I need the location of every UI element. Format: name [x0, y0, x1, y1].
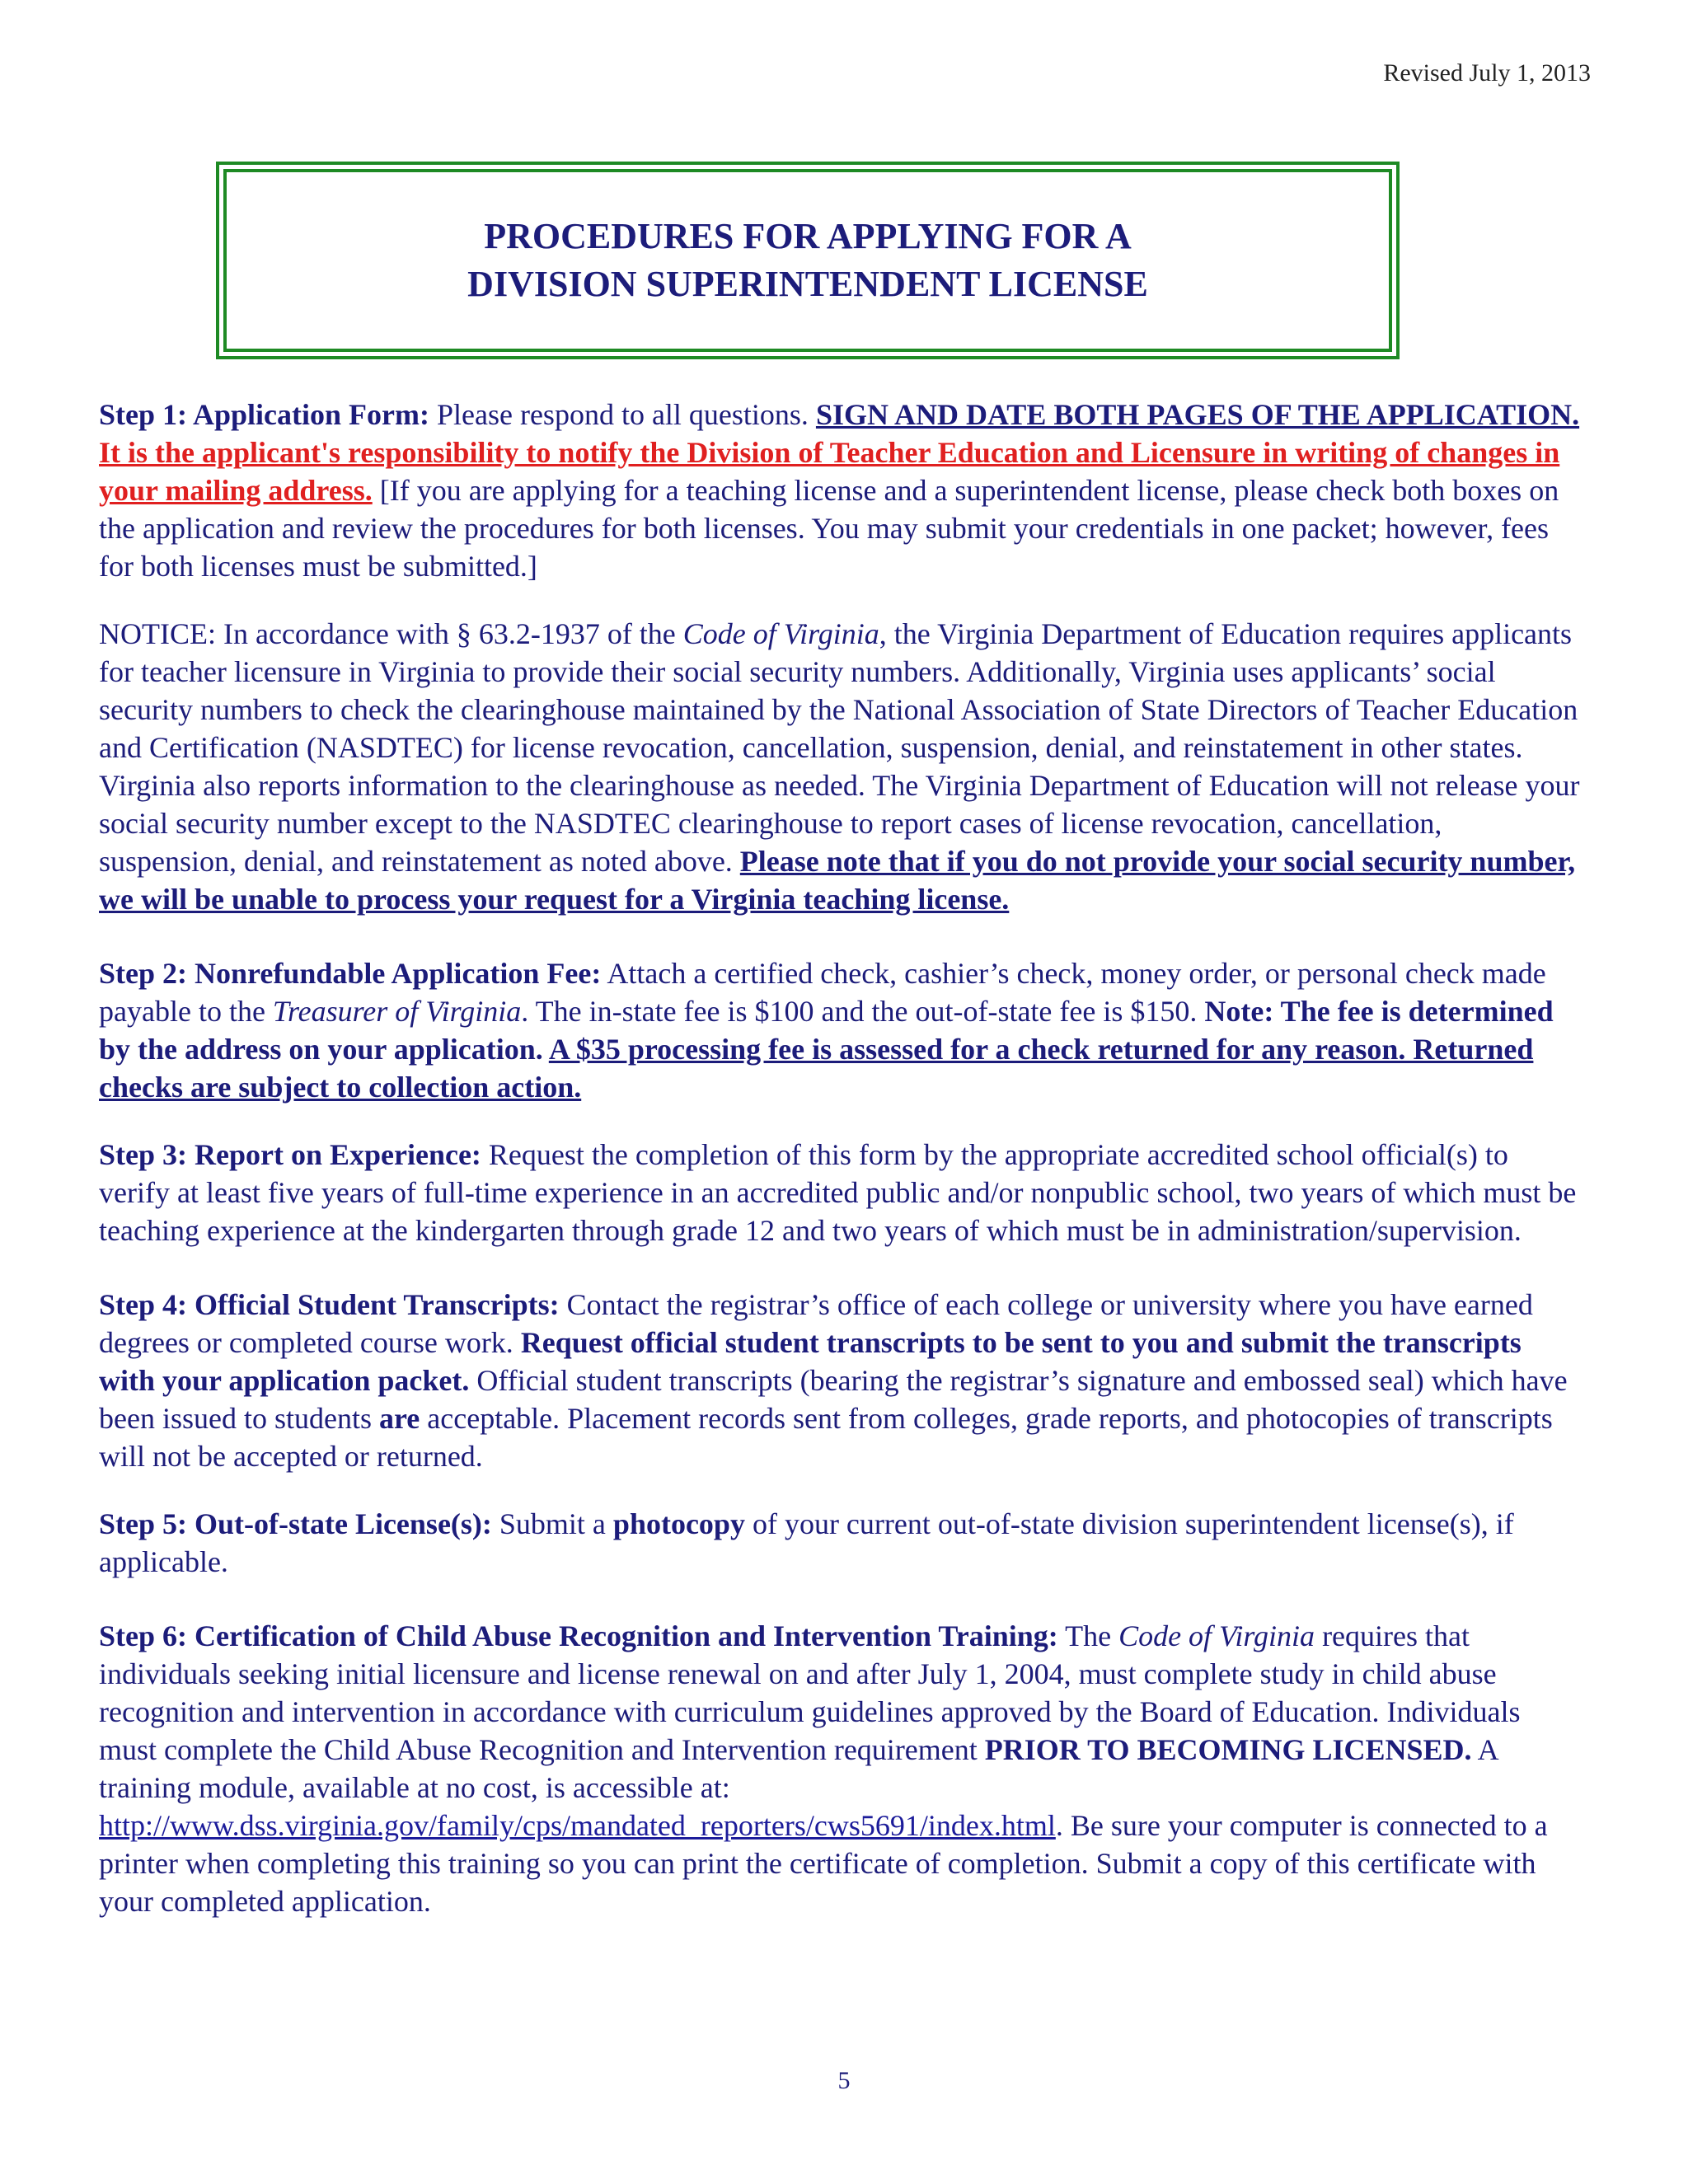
- step-1-text-2: [If you are applying for a teaching license and a superintendent license, please check both boxes on the application and review the procedures for both licenses. You may submit your credentials in one packet; however, fees for both licenses must be submitted.]: [99, 474, 1559, 583]
- notice-text: NOTICE: In accordance with § 63.2-1937 of the: [99, 617, 683, 650]
- step-2-processing-fee: A $35 processing fee is assessed for a check returned for any reason. Returned checks are subject to collection action.: [99, 1033, 1534, 1104]
- step-5-text: Submit a: [491, 1507, 613, 1540]
- step-2-paragraph: [99, 954, 1582, 1106]
- step-6-text: The: [1057, 1619, 1119, 1652]
- step-5-label: Step 5: Out-of-state License(s):: [99, 1507, 492, 1540]
- step-1-address-warning: It is the applicant's responsibility to notify the Division of Teacher Education and Licensure in writing of changes in your mailing address.: [99, 436, 1560, 507]
- step-4-text-3: acceptable. Placement records sent from colleges, grade reports, and photocopies of transcripts will not be accepted or returned.: [99, 1402, 1553, 1473]
- step-4-are: are: [378, 1402, 420, 1435]
- step-5-paragraph: [99, 1505, 1582, 1581]
- step-2-text: Attach a certified check, cashier’s check, money order, or personal check made payable to the: [99, 957, 1546, 1028]
- step-6-label: Step 6: Certification of Child Abuse Recognition and Intervention Training:: [99, 1619, 1058, 1652]
- step-1-paragraph: [99, 396, 1582, 585]
- step-6-prior-notice: PRIOR TO BECOMING LICENSED.: [984, 1733, 1472, 1766]
- step-2-label: Step 2: Nonrefundable Application Fee:: [99, 957, 602, 990]
- page-title-line-1: PROCEDURES FOR APPLYING FOR A: [484, 216, 1132, 256]
- step-1-text: Please respond to all questions.: [429, 398, 816, 431]
- revised-date: Revised July 1, 2013: [1383, 59, 1591, 87]
- step-4-label: Step 4: Official Student Transcripts:: [99, 1288, 560, 1321]
- step-1-label: Step 1: Application Form:: [99, 398, 429, 431]
- notice-ssn-warning: Please note that if you do not provide your social security number, we will be unable to process your request for a Virginia teaching license.: [99, 845, 1576, 916]
- step-6-text-2: requires that individuals seeking initial licensure and license renewal on and after July 1, 2004, must complete study in child abuse recognition and intervention in accordance with curriculum guidelines approved by the Board of Education. Individuals must complete the Child Abuse Recognition and Intervention requirement: [99, 1619, 1521, 1766]
- page-title-line-2: DIVISION SUPERINTENDENT LICENSE: [467, 264, 1148, 304]
- title-box: [216, 162, 1400, 359]
- step-3-text: Request the completion of this form by the appropriate accredited school official(s) to verify at least five years of full-time experience in an accredited public and/or nonpublic school, two years of which must be teaching experience at the kindergarten through grade 12 and two years of which must be in administration/supervision.: [99, 1138, 1577, 1247]
- step-1-sign-notice: SIGN AND DATE BOTH PAGES OF THE APPLICATION.: [815, 398, 1580, 431]
- step-4-request-transcripts: Request official student transcripts to be sent to you and submit the transcripts with your application packet.: [99, 1326, 1522, 1397]
- notice-code-of-virginia: Code of Virginia: [682, 617, 879, 650]
- step-4-paragraph: [99, 1286, 1582, 1475]
- page-number: 5: [837, 2067, 851, 2094]
- step-4-text: Contact the registrar’s office of each college or university where you have earned degrees or completed course work.: [99, 1288, 1533, 1359]
- step-6-paragraph: [99, 1617, 1582, 1920]
- procedures-content: [99, 396, 1582, 1950]
- step-3-label: Step 3: Report on Experience:: [99, 1138, 481, 1171]
- training-module-link[interactable]: http://www.dss.virginia.gov/family/cps/mandated_reporters/cws5691/index.html: [99, 1809, 1056, 1842]
- step-6-text-4: . Be sure your computer is connected to a printer when completing this training so you can print the certificate of completion. Submit a copy of this certificate with your completed application.: [99, 1809, 1548, 1918]
- step-2-text-2: . The in-state fee is $100 and the out-of-state fee is $150.: [521, 995, 1205, 1028]
- notice-paragraph: [99, 615, 1582, 918]
- step-2-note: Note: The fee is determined by the address on your application.: [99, 995, 1554, 1066]
- step-6-text-3: A training module, available at no cost, is accessible at:: [99, 1733, 1498, 1804]
- step-6-code-of-virginia: Code of Virginia: [1118, 1619, 1315, 1652]
- step-3-paragraph: [99, 1136, 1582, 1249]
- step-2-treasurer: Treasurer of Virginia: [272, 995, 522, 1028]
- step-5-text-2: of your current out-of-state division superintendent license(s), if applicable.: [99, 1507, 1514, 1578]
- step-4-text-2: Official student transcripts (bearing the registrar’s signature and embossed seal) which have been issued to students: [99, 1364, 1568, 1435]
- step-5-photocopy: photocopy: [612, 1507, 745, 1540]
- notice-text-2: , the Virginia Department of Education requires applicants for teacher licensure in Virginia to provide their social security numbers. Additionally, Virginia uses applicants’ social security numbers to check the clearinghouse maintained by the National Association of State Directors of Teacher Education and Certification (NASDTEC) for license revocation, cancellation, suspension, denial, and reinstatement in other states. Virginia also reports information to the clearinghouse as needed. The Virginia Department of Education will not release your social security number except to the NASDTEC clearinghouse to report cases of license revocation, cancellation, suspension, denial, and reinstatement as noted above.: [99, 617, 1580, 878]
